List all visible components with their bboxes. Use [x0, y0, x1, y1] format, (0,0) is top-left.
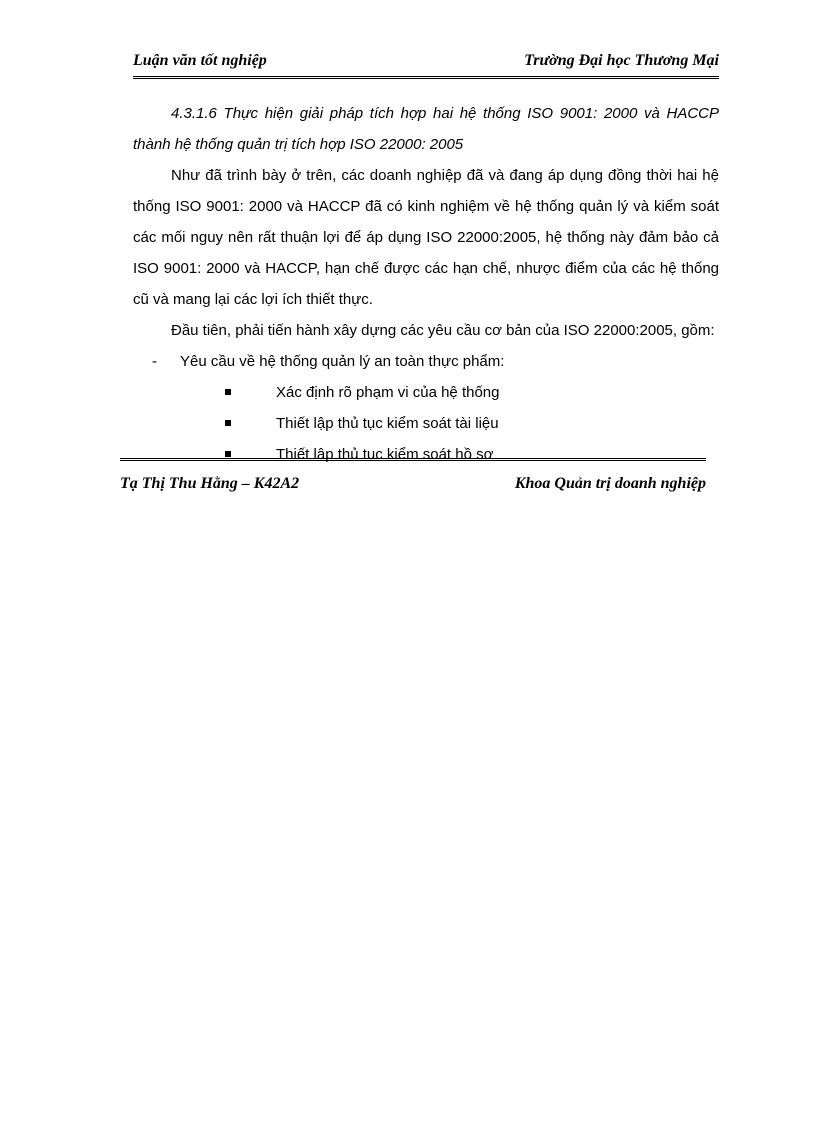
header-divider	[133, 76, 719, 82]
section-heading: 4.3.1.6 Thực hiện giải pháp tích hợp hai hệ thống ISO 9001: 2000 và HACCP thành hệ thống quản trị tích hợp ISO 22000: 2005	[133, 105, 719, 153]
paragraph: Như đã trình bày ở trên, các doanh nghiệp đã và đang áp dụng đồng thời hai hệ thống ISO 9001: 2000 và HACCP đã có kinh nghiệm về hệ thống quản lý và kiểm soát các mối nguy nên rất thuận lợi để áp dụng ISO 22000:2005, hệ thống này đảm bảo cả ISO 9001: 2000 và HACCP, hạn chế được các hạn chế, nhược điểm của các hệ thống cũ và mang lại các lợi ích thiết thực.	[133, 167, 719, 308]
sub-list-item	[133, 408, 719, 439]
header-right: Trường Đại học Thương Mại	[524, 52, 719, 69]
footer-divider	[120, 458, 706, 464]
sub-list-item-text: Thiết lập thủ tục kiểm soát hồ sơ	[276, 446, 494, 463]
square-bullet-icon	[225, 420, 231, 426]
sub-list-item-text: Thiết lập thủ tục kiểm soát tài liệu	[276, 415, 499, 432]
dash-marker: -	[152, 353, 157, 370]
footer-right: Khoa Quản trị doanh nghiệp	[514, 475, 706, 492]
paragraph: Đầu tiên, phải tiến hành xây dựng các yêu cầu cơ bản của ISO 22000:2005, gồm:	[171, 322, 715, 339]
sub-list-item	[133, 377, 719, 408]
list-item	[133, 346, 719, 377]
square-bullet-icon	[225, 389, 231, 395]
square-bullet-icon	[225, 451, 231, 457]
footer-left: Tạ Thị Thu Hằng – K42A2	[120, 475, 300, 492]
page-header	[133, 52, 719, 70]
page-footer	[120, 475, 706, 493]
sub-list-item	[133, 439, 719, 470]
page-body	[133, 98, 719, 470]
list-item-text: Yêu cầu về hệ thống quản lý an toàn thực phẩm:	[180, 353, 505, 370]
header-left: Luận văn tốt nghiệp	[133, 52, 267, 69]
sub-list-item-text: Xác định rõ phạm vi của hệ thống	[276, 384, 500, 401]
